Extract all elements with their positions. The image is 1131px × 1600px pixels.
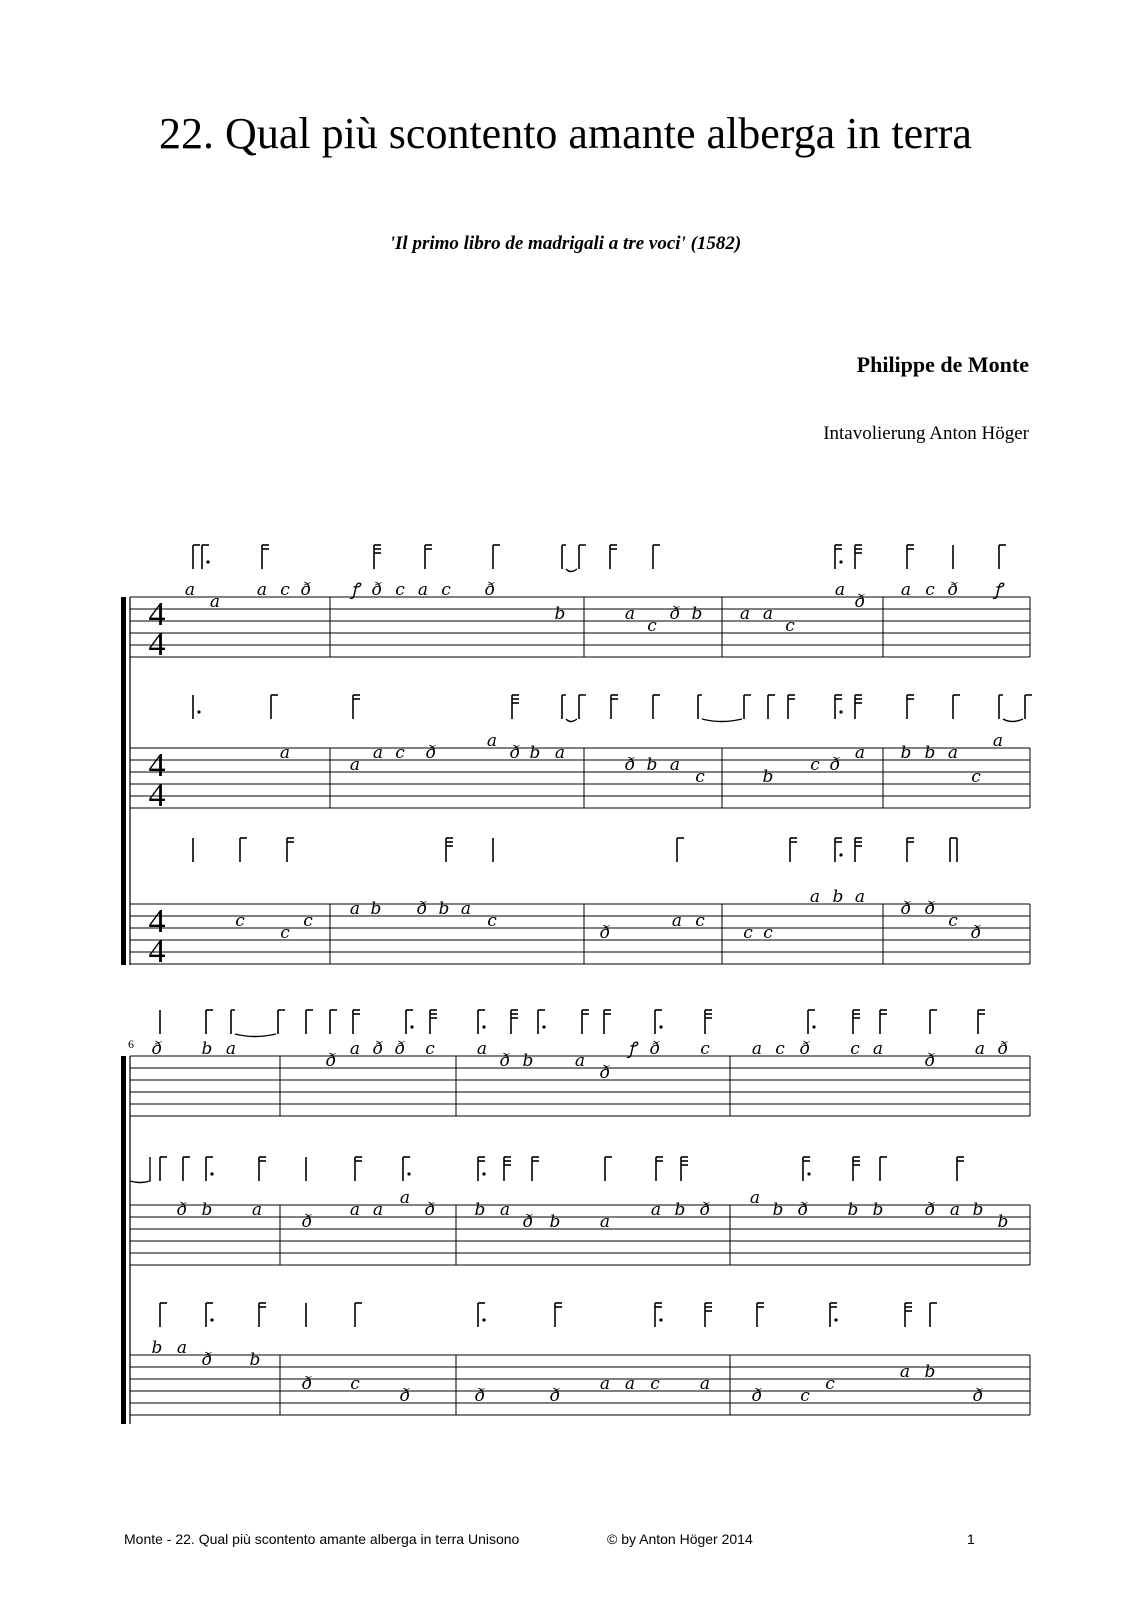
tab-letter: ð [474, 1386, 486, 1406]
tab-letter: a [499, 1200, 511, 1220]
tab-letter: b [691, 604, 703, 624]
tab-letter: ꝭ [993, 580, 1003, 600]
tab-letter: a [699, 1374, 711, 1394]
tab-letter: c [800, 1386, 810, 1406]
tab-letter: b [832, 887, 844, 907]
tab-letter: a [599, 1374, 611, 1394]
tab-letter: b [924, 743, 936, 763]
rhythm-dot [659, 1025, 662, 1028]
tab-letter: ð [176, 1200, 188, 1220]
tab-letter: c [743, 923, 753, 943]
tab-letter: a [574, 1051, 586, 1071]
rhythm-beam [130, 1157, 150, 1183]
tab-letter: c [395, 580, 405, 600]
tab-letter: ð [371, 580, 383, 600]
tab-letter: a [599, 1212, 611, 1232]
tab-letter: c [280, 580, 290, 600]
tab-letter: a [762, 604, 774, 624]
tab-letter: a [872, 1039, 884, 1059]
tab-letter: c [763, 923, 773, 943]
tab-letter: c [303, 911, 313, 931]
tab-letter: b [201, 1039, 213, 1059]
tab-letter: ð [649, 1039, 661, 1059]
footer-copyright: © by Anton Höger 2014 [607, 1531, 753, 1547]
tab-letter: a [854, 743, 866, 763]
tab-letter: b [549, 1212, 561, 1232]
tab-letter: b [529, 743, 541, 763]
tab-letter: c [775, 1039, 785, 1059]
tab-letter: a [417, 580, 429, 600]
rhythm-dot [197, 710, 200, 713]
tab-letter: a [349, 755, 361, 775]
rhythm-beam [562, 545, 586, 572]
time-signature-bottom: 4 [148, 626, 166, 663]
tab-letter: c [350, 1374, 360, 1394]
tab-letter: a [476, 1039, 488, 1059]
tab-letter: a [947, 743, 959, 763]
tab-letter: ð [300, 580, 312, 600]
tab-letter: b [900, 743, 912, 763]
tab-letter: c [850, 1039, 860, 1059]
tab-letter: b [972, 1200, 984, 1220]
tab-letter: ð [394, 1039, 406, 1059]
tab-letter: b [762, 767, 774, 787]
tab-letter: ð [900, 899, 912, 919]
tab-letter: c [785, 616, 795, 636]
tab-letter: ð [416, 899, 428, 919]
time-signature-top: 4 [148, 903, 166, 940]
tab-letter: ð [599, 923, 611, 943]
tab-letter: ð [301, 1374, 313, 1394]
rhythm-dot [206, 560, 209, 563]
tab-letter: ð [972, 1386, 984, 1406]
tab-letter: a [669, 755, 681, 775]
page-number: 1 [967, 1531, 975, 1547]
tab-letter: a [279, 743, 291, 763]
tab-letter: c [700, 1039, 710, 1059]
tab-letter: ð [599, 1063, 611, 1083]
tab-letter: b [201, 1200, 213, 1220]
tab-letter: b [249, 1350, 261, 1370]
tab-letter: a [486, 731, 498, 751]
page-title: 22. Qual più scontento amante alberga in terra [159, 109, 972, 158]
rhythm-dot [210, 1172, 213, 1175]
tab-letter: a [749, 1188, 761, 1208]
rhythm-dot [839, 710, 842, 713]
rhythm-dot [482, 1025, 485, 1028]
rhythm-dot [482, 1172, 485, 1175]
tab-letter: b [554, 604, 566, 624]
tab-letter: c [695, 767, 705, 787]
tab-letter: c [948, 911, 958, 931]
tab-letter: a [671, 911, 683, 931]
rhythm-dot [807, 1172, 810, 1175]
tab-letter: ð [522, 1212, 534, 1232]
tab-letter: ð [947, 580, 959, 600]
arranger-credit: Intavolierung Anton Höger [823, 423, 1029, 444]
tab-letter: a [624, 1374, 636, 1394]
tab-letter: ð [201, 1350, 213, 1370]
tab-letter: a [974, 1039, 986, 1059]
rhythm-dot [834, 1318, 837, 1321]
composer-name: Philippe de Monte [856, 352, 1029, 377]
tab-letter: a [624, 604, 636, 624]
tab-letter: ð [151, 1039, 163, 1059]
tab-letter: c [441, 580, 451, 600]
time-signature-top: 4 [148, 596, 166, 633]
tab-letter: c [280, 923, 290, 943]
rhythm-dot [839, 853, 842, 856]
footer-title: Monte - 22. Qual più scontento amante alberga in terra Unisono [124, 1531, 520, 1547]
tab-letter: a [256, 580, 268, 600]
tab-letter: b [474, 1200, 486, 1220]
tab-letter: ð [424, 1200, 436, 1220]
measure-number: 6 [128, 1037, 134, 1051]
rhythm-beam [698, 695, 751, 722]
tab-letter: b [997, 1212, 1009, 1232]
tab-letter: ð [509, 743, 521, 763]
tab-letter: a [251, 1200, 263, 1220]
tab-letter: b [847, 1200, 859, 1220]
tab-letter: a [399, 1188, 411, 1208]
tab-letter: a [349, 899, 361, 919]
tab-letter: a [349, 1039, 361, 1059]
rhythm-beam [562, 695, 586, 722]
tab-letter: a [349, 1200, 361, 1220]
rhythm-dot [482, 1318, 485, 1321]
tab-letter: ꝭ [350, 580, 360, 600]
tab-letter: a [176, 1338, 188, 1358]
tab-letter: c [235, 911, 245, 931]
tab-letter: ð [924, 899, 936, 919]
tab-letter: ð [499, 1051, 511, 1071]
tab-letter: a [854, 887, 866, 907]
tab-letter: c [395, 743, 405, 763]
tab-letter: b [522, 1051, 534, 1071]
tab-letter: ð [970, 923, 982, 943]
tab-letter: a [184, 580, 196, 600]
system-bar-thick [121, 1056, 126, 1424]
tab-letter: b [674, 1200, 686, 1220]
tab-letter: ð [301, 1212, 313, 1232]
tab-letter: a [751, 1039, 763, 1059]
tab-letter: b [646, 755, 658, 775]
tab-letter: a [834, 580, 846, 600]
tab-letter: a [992, 731, 1004, 751]
time-signature-top: 4 [148, 747, 166, 784]
tab-letter: ð [372, 1039, 384, 1059]
tab-letter: c [647, 616, 657, 636]
tab-letter: ð [797, 1200, 809, 1220]
tab-letter: ð [669, 604, 681, 624]
time-signature-bottom: 4 [148, 777, 166, 814]
rhythm-dot [812, 1025, 815, 1028]
tab-letter: ꝭ [627, 1039, 637, 1059]
tab-letter: b [772, 1200, 784, 1220]
rhythm-dot [407, 1172, 410, 1175]
rhythm-dot [839, 560, 842, 563]
tab-letter: a [460, 899, 472, 919]
tab-letter: ð [549, 1386, 561, 1406]
tab-letter: b [438, 899, 450, 919]
rhythm-dot [210, 1318, 213, 1321]
rhythm-beam [231, 1010, 285, 1037]
tab-letter: ð [699, 1200, 711, 1220]
tab-letter: ð [997, 1039, 1009, 1059]
tab-letter: ð [484, 580, 496, 600]
tab-letter: a [225, 1039, 237, 1059]
rhythm-dot [410, 1025, 413, 1028]
tab-letter: a [209, 592, 221, 612]
tab-letter: a [809, 887, 821, 907]
tab-letter: b [151, 1338, 163, 1358]
tab-letter: ð [799, 1039, 811, 1059]
tab-letter: c [925, 580, 935, 600]
tab-letter: b [370, 899, 382, 919]
system-bar-thick [121, 597, 126, 965]
tab-letter: ð [624, 755, 636, 775]
tab-letter: c [650, 1374, 660, 1394]
tab-letter: c [825, 1374, 835, 1394]
tab-letter: a [650, 1200, 662, 1220]
tab-letter: b [924, 1362, 936, 1382]
tab-letter: ð [854, 592, 866, 612]
tab-letter: c [425, 1039, 435, 1059]
rhythm-beam [999, 695, 1032, 722]
tab-letter: ð [829, 755, 841, 775]
tab-letter: a [899, 1362, 911, 1382]
tab-letter: b [872, 1200, 884, 1220]
time-signature-bottom: 4 [148, 933, 166, 970]
tab-letter: ð [425, 743, 437, 763]
tab-letter: a [900, 580, 912, 600]
tab-letter: c [695, 911, 705, 931]
tab-letter: ð [325, 1051, 337, 1071]
tab-letter: ð [399, 1386, 411, 1406]
tab-letter: ð [924, 1200, 936, 1220]
tab-letter: a [739, 604, 751, 624]
tab-letter: a [372, 743, 384, 763]
tab-letter: c [810, 755, 820, 775]
tab-letter: ð [924, 1051, 936, 1071]
rhythm-dot [659, 1318, 662, 1321]
tab-letter: a [949, 1200, 961, 1220]
tab-letter: c [971, 767, 981, 787]
tab-letter: ð [751, 1386, 763, 1406]
tab-letter: a [372, 1200, 384, 1220]
tab-letter: a [554, 743, 566, 763]
rhythm-dot [542, 1025, 545, 1028]
source-subtitle: 'Il primo libro de madrigali a tre voci' (1582) [389, 233, 742, 254]
tab-letter: c [487, 911, 497, 931]
